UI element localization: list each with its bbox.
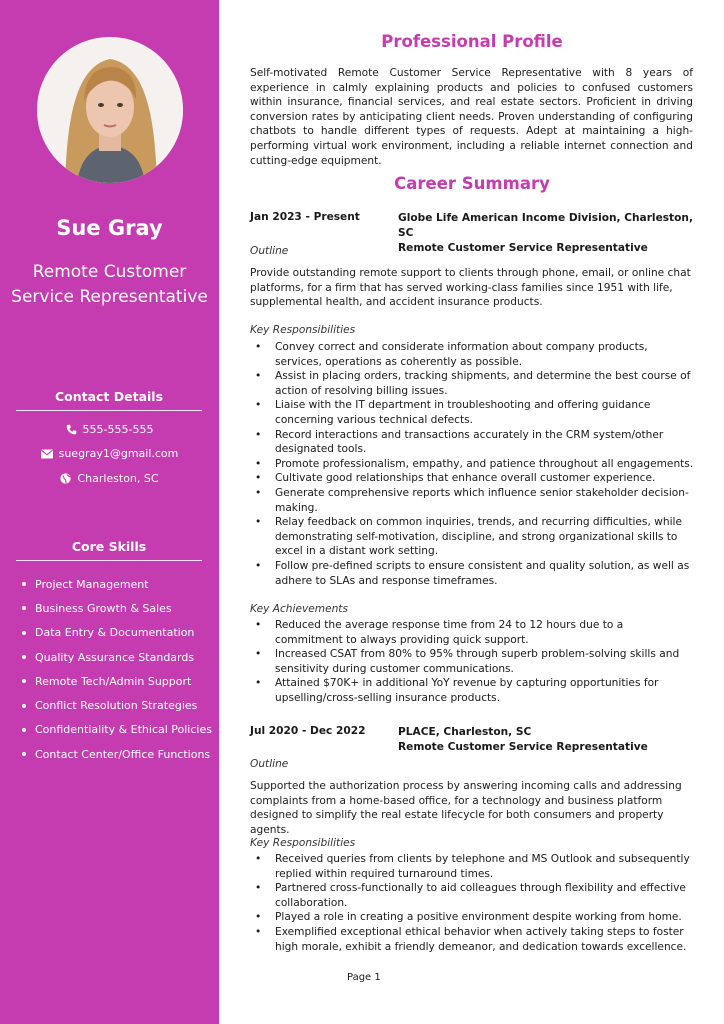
responsibilities-label: Key Responsibilities [250,837,356,849]
sidebar [0,0,219,1024]
globe-icon [60,473,71,484]
responsibilities-label: Key Responsibilities [250,324,356,336]
list-item: • Follow pre-defined scripts to ensure consistent and quality solution, as well as adhere to SLAs and response timeframes. [250,559,694,588]
candidate-title: Remote Customer Service Representative [11,262,208,307]
skill-item: Quality Assurance Standards [22,645,212,669]
list-item: • Assist in placing orders, tracking shipments, and determine the best course of action of resolving billing issues. [250,369,694,398]
list-item: • Increased CSAT from 80% to 95% through superb problem-solving skills and sensitivity during customer communications. [250,647,694,676]
list-item: • Attained $70K+ in additional YoY revenue by capturing opportunities for upselling/cross-selling insurance products. [250,676,694,705]
location-text: Charleston, SC [77,472,159,485]
skill-item: Contact Center/Office Functions [22,742,212,766]
skills-list [22,572,212,766]
skill-item: Business Growth & Sales [22,596,212,620]
professional-profile-heading: Professional Profile [381,32,563,51]
job-company-block [398,725,648,755]
skill-item: Confidentiality & Ethical Policies [22,718,212,742]
skill-item: Remote Tech/Admin Support [22,669,212,693]
page-number: Page 1 [347,972,381,983]
phone-icon [66,424,77,435]
contact-details-heading: Contact Details [16,389,202,411]
skill-item: Conflict Resolution Strategies [22,693,212,717]
job-company: PLACE, Charleston, SC [398,726,532,738]
outline-label: Outline [250,245,289,257]
job-company: Globe Life American Income Division, Charleston, SC [398,212,693,239]
portrait-image [37,37,183,183]
responsibilities-list [250,852,694,954]
core-skills-heading: Core Skills [16,539,202,561]
achievements-label: Key Achievements [250,603,348,615]
skill-item: Data Entry & Documentation [22,621,212,645]
contact-phone [0,423,219,436]
list-item: • Received queries from clients by telephone and MS Outlook and subsequently replied within required turnaround times. [250,852,694,881]
job-outline: Supported the authorization process by answering incoming calls and addressing complaints from a home-based office, for a technology and business platform designed to simplify the real estate lifecycle for both consumers and property agents. [250,780,682,836]
list-item: • Played a role in creating a positive environment despite working from home. [250,910,694,925]
job-dates: Jul 2020 - Dec 2022 [250,725,366,737]
job-role: Remote Customer Service Representative [398,242,648,254]
list-item: • Partnered cross-functionally to aid colleagues through flexibility and effective collaboration. [250,881,694,910]
list-item: • Relay feedback on common inquiries, trends, and recurring difficulties, while demonstrating self-motivation, discipline, and strong organizational skills to excel in a distant work setting. [250,515,694,559]
achievements-list [250,618,694,706]
list-item: • Cultivate good relationships that enhance overall customer experience. [250,471,694,486]
job-role: Remote Customer Service Representative [398,741,648,753]
job-dates: Jan 2023 - Present [250,211,360,223]
job-outline: Provide outstanding remote support to clients through phone, email, or online chat platforms, for a firm that has served working-class families since 1951 with life, supplemental health, and accident insurance products. [250,267,691,309]
profile-photo [37,37,183,183]
list-item: • Reduced the average response time from 24 to 12 hours due to a commitment to always providing quick support. [250,618,694,647]
envelope-icon [41,449,53,459]
contact-location [0,472,219,485]
list-item: • Convey correct and considerate information about company products, services, operations as coherently as possible. [250,340,694,369]
career-summary-heading: Career Summary [394,174,550,193]
skill-item: Project Management [22,572,212,596]
responsibilities-list [250,340,694,588]
candidate-name: Sue Gray [56,216,163,240]
list-item: • Promote professionalism, empathy, and patience throughout all engagements. [250,457,694,472]
list-item: • Record interactions and transactions accurately in the CRM system/other designated tools. [250,428,694,457]
email-address[interactable]: suegray1@gmail.com [58,447,179,460]
list-item: • Liaise with the IT department in troubleshooting and offering guidance concerning various technical defects. [250,398,694,427]
profile-summary: Self-motivated Remote Customer Service Representative with 8 years of experience in calmly explaining products and policies to confused customers within insurance, financial services, and real estate sectors. Proficient in driving conversion rates by anticipating client needs. Proven understanding of configuring chatbots to handle different types of requests. Adept at maintaining a high-performing virtual work environment, including a reliable internet connection and cutting-edge equipment. [250,67,693,167]
contact-email [0,447,219,460]
job-company-block [398,211,694,256]
phone-number[interactable]: 555-555-555 [82,423,154,436]
list-item: • Exemplified exceptional ethical behavior when actively taking steps to foster high morale, exhibit a friendly demeanor, and dedication towards excellence. [250,925,694,954]
outline-label: Outline [250,758,289,770]
list-item: • Generate comprehensive reports which influence senior stakeholder decision-making. [250,486,694,515]
